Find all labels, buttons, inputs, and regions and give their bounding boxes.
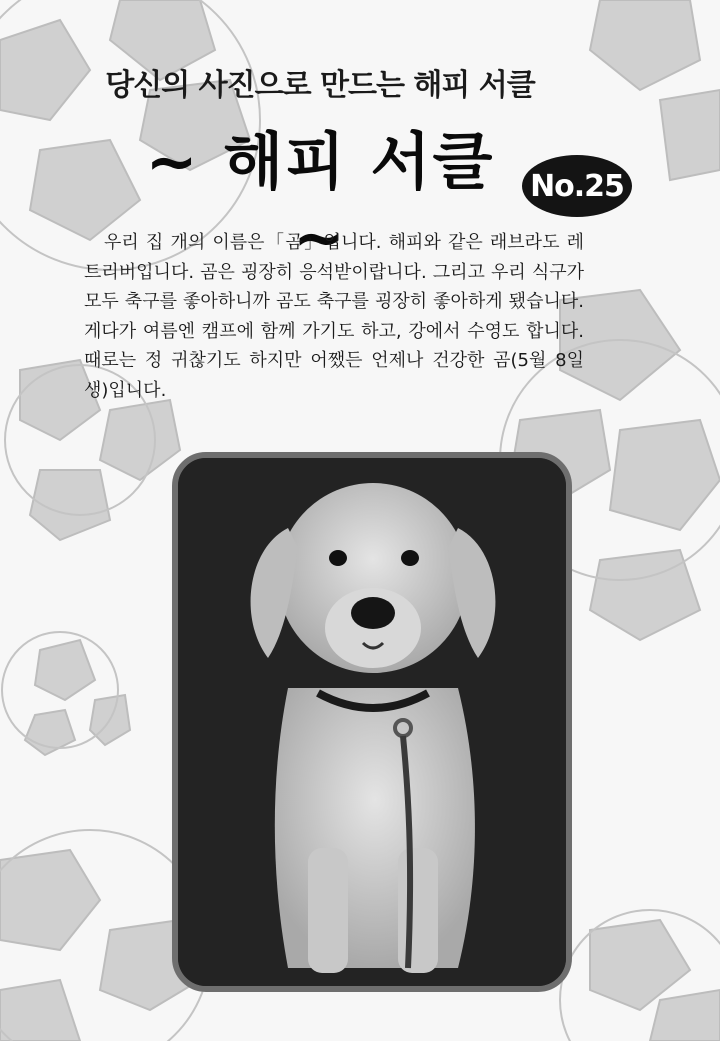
page-subtitle: 당신의 사진으로 만드는 해피 서클: [105, 68, 535, 103]
article-body: 우리 집 개의 이름은「곰」입니다. 해피와 같은 래브라도 레트리버입니다. 곰은 굉장히 응석받이랍니다. 그리고 우리 식구가 모두 축구를 좋아하니까 곰도 축구를 굉장히 좋아하게 됐습니다. 게다가 여름엔 캠프에 함께 가기도 하고, 강에서 수영도 합니다. 때로는 정 귀찮기도 하지만 어쨌든 언제나 건강한 곰(5월 8일생)입니다.: [84, 232, 584, 401]
issue-number-badge: No.25: [522, 155, 632, 217]
dog-photo-icon: [178, 458, 566, 986]
page-title: ~ 해피 서클 ~: [145, 125, 495, 274]
dog-photo: [172, 452, 572, 992]
